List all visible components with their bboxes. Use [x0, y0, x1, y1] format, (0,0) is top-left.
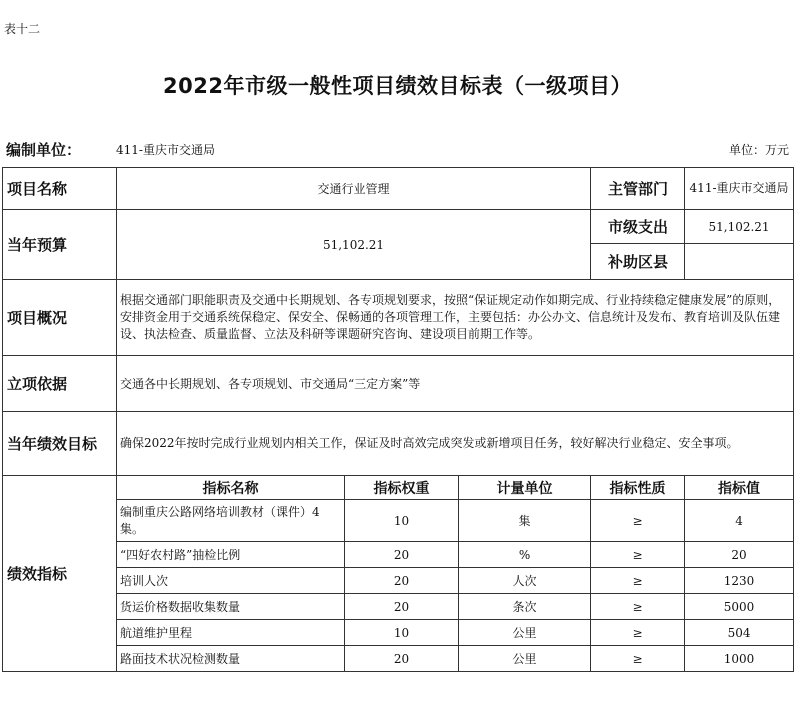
indicator-unit: 集	[459, 500, 591, 542]
indicator-weight: 20	[345, 646, 459, 672]
indicator-unit: 条次	[459, 594, 591, 620]
header-value: 指标值	[685, 476, 794, 500]
overview-label: 项目概况	[3, 280, 117, 356]
indicator-weight: 10	[345, 620, 459, 646]
page-title: 2022年市级一般性项目绩效目标表（一级项目）	[163, 74, 632, 98]
project-name-label: 项目名称	[3, 168, 117, 210]
unit-value: 411-重庆市交通局	[116, 143, 215, 157]
goal-label: 当年绩效目标	[3, 412, 117, 476]
indicator-weight: 20	[345, 594, 459, 620]
unit-label: 编制单位：	[6, 141, 82, 159]
indicator-nature: ≥	[591, 568, 685, 594]
dept-label: 主管部门	[591, 168, 685, 210]
header-weight: 指标权重	[345, 476, 459, 500]
indicator-weight: 20	[345, 568, 459, 594]
indicator-nature: ≥	[591, 646, 685, 672]
indicator-name: 航道维护里程	[117, 620, 345, 646]
indicator-unit: %	[459, 542, 591, 568]
indicator-nature: ≥	[591, 620, 685, 646]
basis-label: 立项依据	[3, 356, 117, 412]
header-unit: 计量单位	[459, 476, 591, 500]
indicator-name: 路面技术状况检测数量	[117, 646, 345, 672]
indicator-value: 5000	[685, 594, 794, 620]
indicator-nature: ≥	[591, 594, 685, 620]
budget-label: 当年预算	[3, 210, 117, 280]
indicator-value: 504	[685, 620, 794, 646]
indicator-row	[3, 542, 794, 568]
indicator-value: 20	[685, 542, 794, 568]
subsidy-value	[685, 244, 794, 280]
dept-value: 411-重庆市交通局	[685, 168, 794, 210]
indicator-nature: ≥	[591, 542, 685, 568]
indicator-name: 编制重庆公路网络培训教材（课件）4集。	[117, 500, 345, 542]
indicator-row	[3, 568, 794, 594]
indicator-value: 4	[685, 500, 794, 542]
indicator-value: 1230	[685, 568, 794, 594]
indicator-nature: ≥	[591, 500, 685, 542]
header-indicator-name: 指标名称	[117, 476, 345, 500]
indicator-name: 货运价格数据收集数量	[117, 594, 345, 620]
indicator-row	[3, 646, 794, 672]
indicator-weight: 20	[345, 542, 459, 568]
header-nature: 指标性质	[591, 476, 685, 500]
goal-text: 确保2022年按时完成行业规划内相关工作，保证及时高效完成突发或新增项目任务，较好解决行业稳定、安全事项。	[117, 412, 794, 476]
indicator-unit: 人次	[459, 568, 591, 594]
indicator-name: 培训人次	[117, 568, 345, 594]
indicator-value: 1000	[685, 646, 794, 672]
city-spend-label: 市级支出	[591, 210, 685, 244]
indicator-name: “四好农村路”抽检比例	[117, 542, 345, 568]
project-name-value: 交通行业管理	[117, 168, 591, 210]
indicator-row	[3, 620, 794, 646]
indicators-label: 绩效指标	[3, 476, 117, 672]
indicator-weight: 10	[345, 500, 459, 542]
table-number-label: 表十二	[4, 22, 41, 36]
indicator-unit: 公里	[459, 620, 591, 646]
subsidy-label: 补助区县	[591, 244, 685, 280]
performance-table	[2, 167, 794, 672]
money-unit: 单位：万元	[728, 143, 789, 157]
indicator-row	[3, 500, 794, 542]
budget-value: 51,102.21	[117, 210, 591, 280]
city-spend-value: 51,102.21	[685, 210, 794, 244]
indicator-unit: 公里	[459, 646, 591, 672]
overview-text: 根据交通部门职能职责及交通中长期规划、各专项规划要求，按照“保证规定动作如期完成、行业持续稳定健康发展”的原则，安排资金用于交通系统保稳定、保安全、保畅通的各项管理工作，主要包括：办公办文、信息统计及发布、教育培训及队伍建设、执法检查、质量监督、立法及科研等课题研究咨询、建设项目前期工作等。	[117, 280, 794, 356]
indicator-row	[3, 594, 794, 620]
basis-text: 交通各中长期规划、各专项规划、市交通局“三定方案”等	[117, 356, 794, 412]
